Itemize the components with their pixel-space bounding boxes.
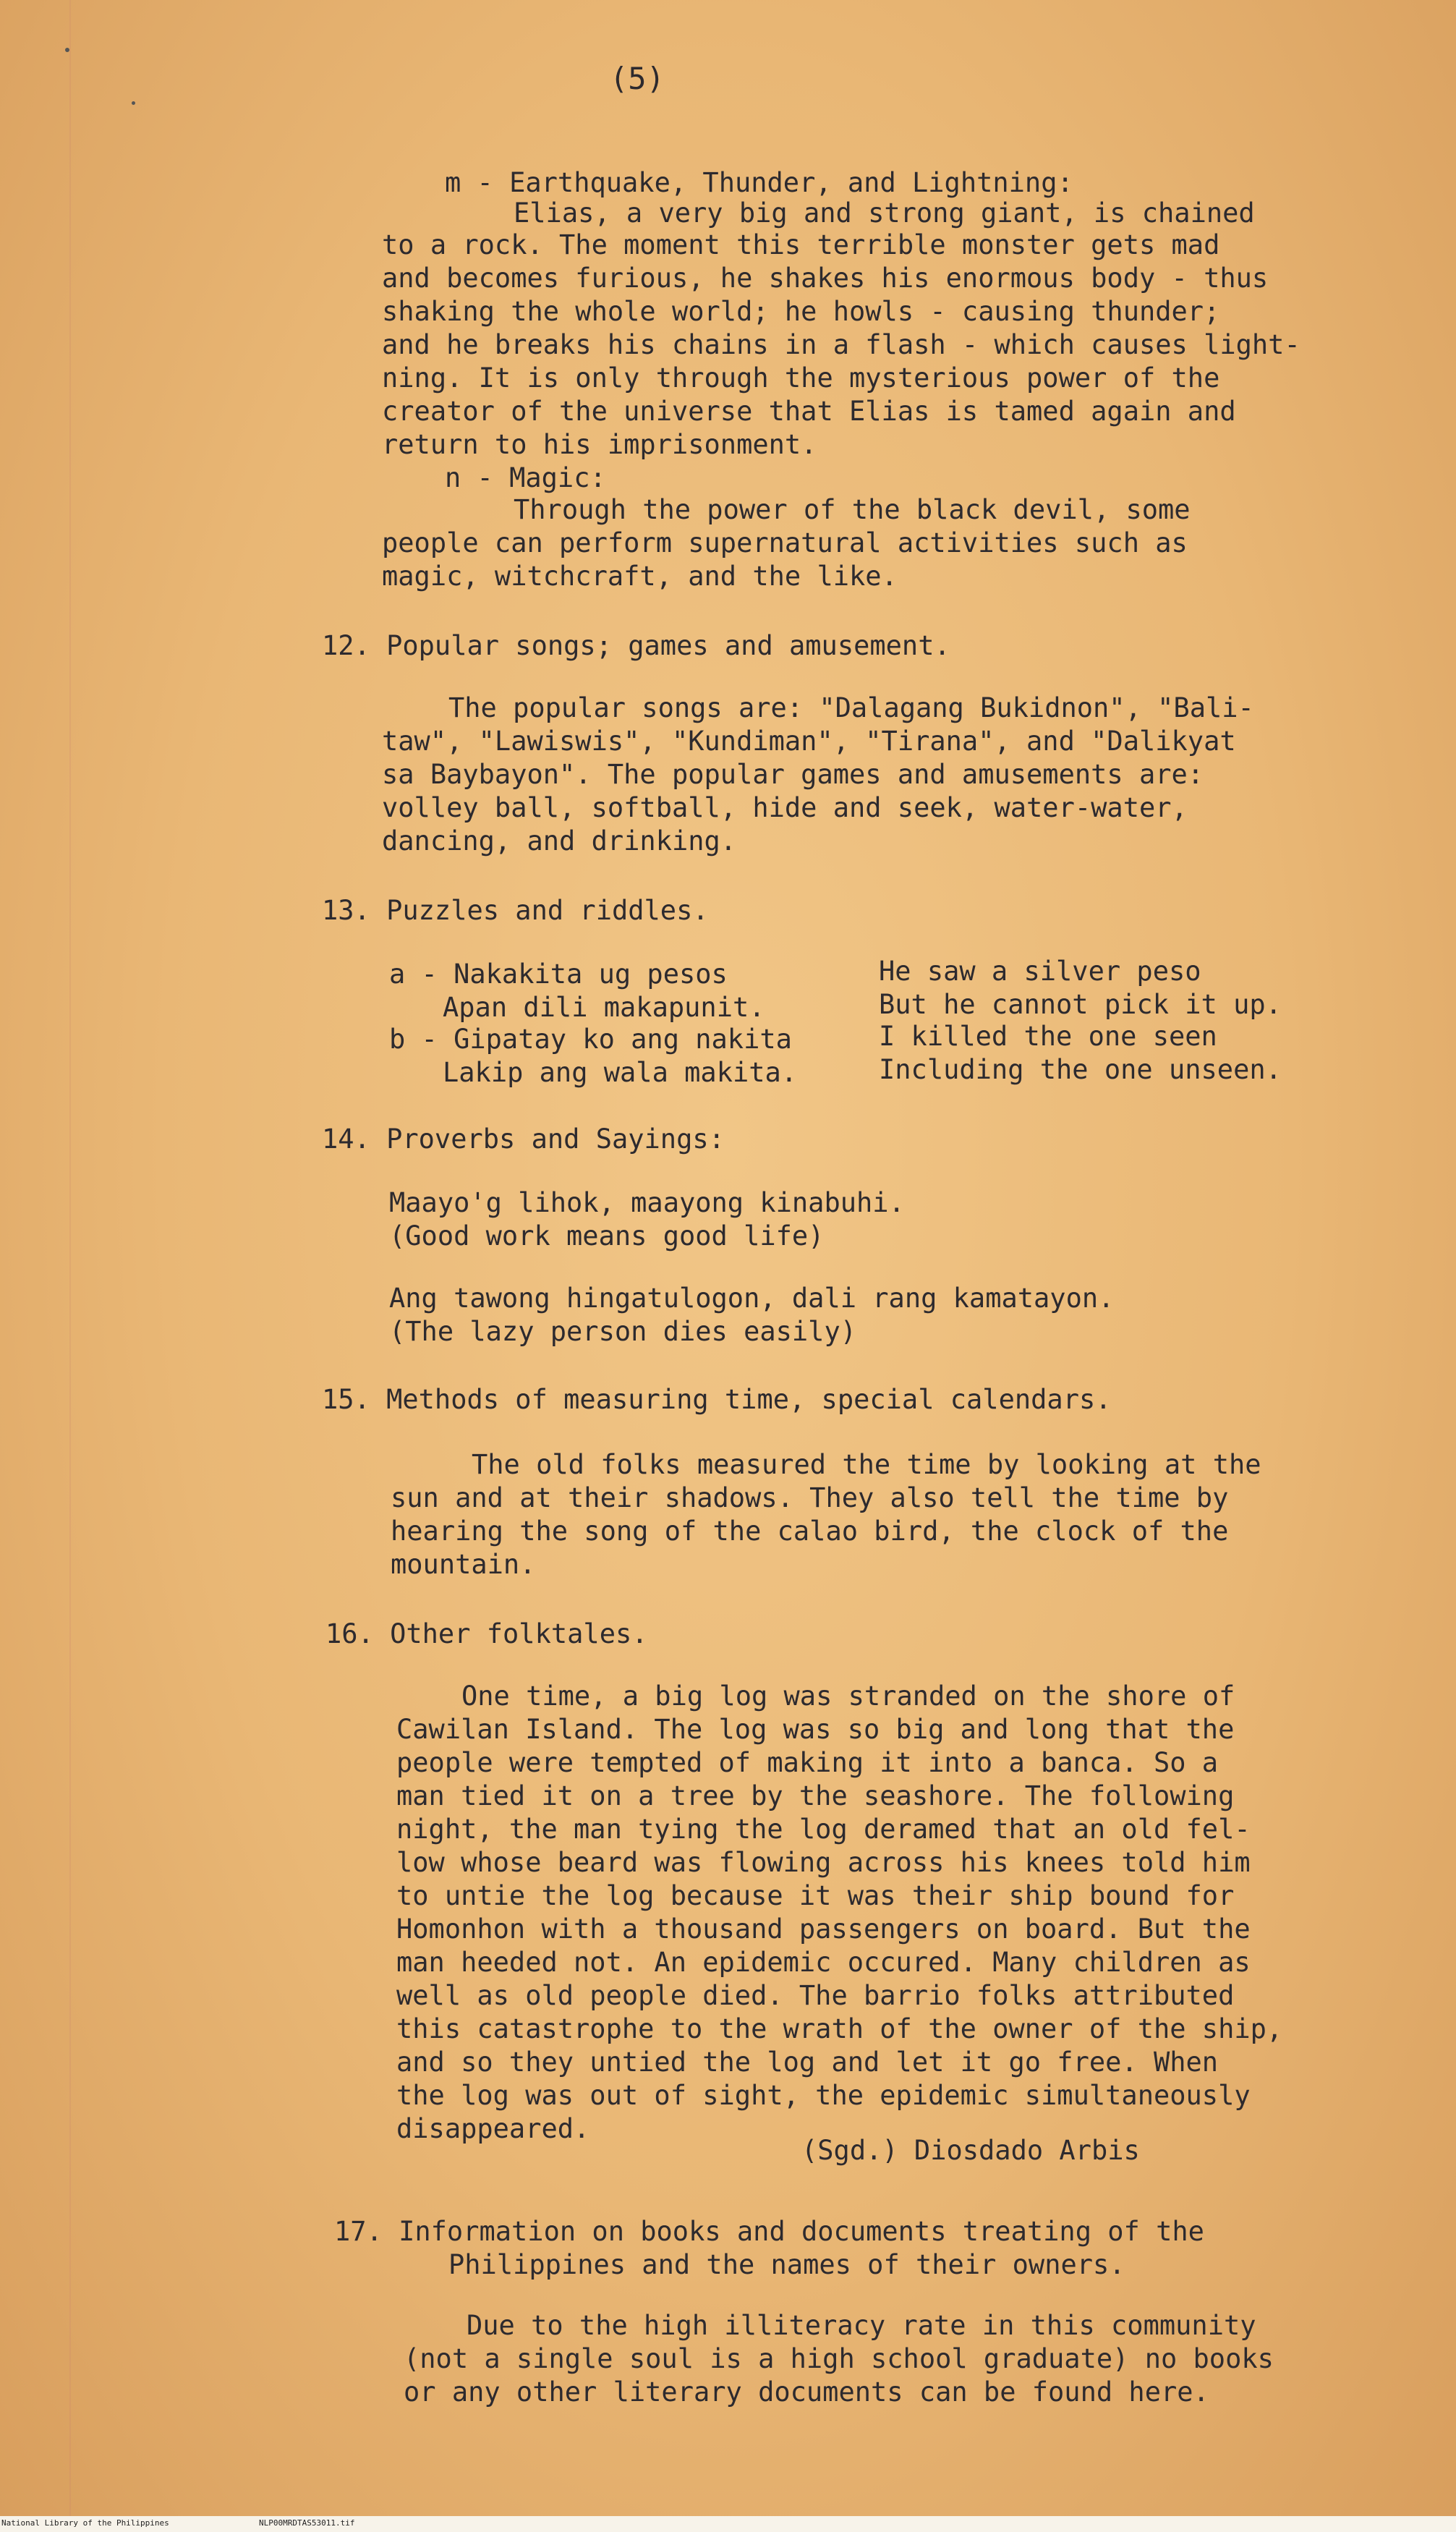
proverb-translation-line: (The lazy person dies easily) xyxy=(389,1316,857,1347)
n-paragraph-line: magic, witchcraft, and the like. xyxy=(382,561,898,592)
section-15-line: mountain. xyxy=(391,1549,536,1580)
riddle-line: b - Gipatay ko ang nakita xyxy=(389,1024,792,1055)
section-12-line: volley ball, softball, hide and seek, water-water, xyxy=(382,792,1188,823)
section-15-line: sun and at their shadows. They also tell the time by xyxy=(391,1482,1229,1513)
section-17-line: Due to the high illiteracy rate in this community xyxy=(467,2310,1256,2341)
riddle-line: Lakip ang wala makita. xyxy=(443,1057,798,1088)
n-paragraph-line: Through the power of the black devil, some xyxy=(514,494,1191,525)
section-16-line: low whose beard was flowing across his knees told him xyxy=(396,1847,1251,1878)
section-16-line: the log was out of sight, the epidemic simultaneously xyxy=(396,2080,1251,2111)
scan-footer xyxy=(0,2516,1456,2532)
m-heading: m - Earthquake, Thunder, and Lightning: xyxy=(445,167,1073,198)
signature: (Sgd.) Diosdado Arbis xyxy=(801,2135,1140,2166)
section-17-line: or any other literary documents can be found here. xyxy=(404,2376,1209,2408)
section-16-line: night, the man tying the log deramed that an old fel- xyxy=(396,1814,1251,1845)
footer-source-label: National Library of the Philippines xyxy=(1,2518,169,2528)
section-17-line: (not a single soul is a high school graduate) no books xyxy=(404,2343,1274,2374)
m-paragraph-line: creator of the universe that Elias is tamed again and xyxy=(382,396,1236,427)
paper-mark xyxy=(132,101,135,105)
section-12-line: taw", "Lawiswis", "Kundiman", "Tirana", and "Dalikyat xyxy=(382,726,1236,757)
section-16-line: and so they untied the log and let it go free. When xyxy=(396,2047,1219,2078)
m-paragraph-line: and becomes furious, he shakes his enormous body - thus xyxy=(382,263,1269,294)
riddle-translation-line: I killed the one seen xyxy=(879,1021,1217,1052)
section-16-line: man tied it on a tree by the seashore. The following xyxy=(396,1780,1235,1811)
n-heading: n - Magic: xyxy=(445,462,606,493)
section-16-line: One time, a big log was stranded on the shore of xyxy=(461,1681,1235,1712)
section-12-line: The popular songs are: "Dalagang Bukidnon", "Bali- xyxy=(448,692,1254,723)
m-paragraph-line: and he breaks his chains in a flash - which causes light- xyxy=(382,329,1300,360)
page-number: (5) xyxy=(610,61,665,96)
footer-filename: NLP00MRDTAS53011.tif xyxy=(259,2518,355,2528)
section-16-heading: 16. Other folktales. xyxy=(325,1618,648,1649)
proverb-line: Ang tawong hingatulogon, dali rang kamatayon. xyxy=(389,1283,1115,1314)
proverb-line: Maayo'g lihok, maayong kinabuhi. xyxy=(389,1187,905,1218)
section-15-line: hearing the song of the calao bird, the clock of the xyxy=(391,1516,1229,1547)
n-paragraph-line: people can perform supernatural activities such as xyxy=(382,527,1188,558)
margin-rule xyxy=(69,0,71,2532)
section-16-line: Homonhon with a thousand passengers on board. But the xyxy=(396,1913,1251,1945)
riddle-line: Apan dili makapunit. xyxy=(443,992,765,1023)
paper-mark xyxy=(65,48,69,52)
section-16-line: this catastrophe to the wrath of the owner of the ship, xyxy=(396,2013,1283,2044)
riddle-translation-line: He saw a silver peso xyxy=(879,956,1201,987)
m-paragraph-line: shaking the whole world; he howls - causing thunder; xyxy=(382,296,1220,327)
section-15-line: The old folks measured the time by looking at the xyxy=(472,1449,1261,1480)
section-16-line: well as old people died. The barrio folks attributed xyxy=(396,1980,1235,2011)
section-16-line: disappeared. xyxy=(396,2113,590,2144)
section-14-heading: 14. Proverbs and Sayings: xyxy=(322,1123,725,1155)
section-12-line: dancing, and drinking. xyxy=(382,825,737,857)
riddle-line: a - Nakakita ug pesos xyxy=(389,959,728,990)
section-15-heading: 15. Methods of measuring time, special calendars. xyxy=(322,1384,1112,1415)
section-16-line: people were tempted of making it into a banca. So a xyxy=(396,1747,1219,1778)
m-paragraph-line: Elias, a very big and strong giant, is chained xyxy=(514,197,1255,229)
section-16-line: to untie the log because it was their ship bound for xyxy=(396,1880,1235,1911)
section-12-line: sa Baybayon". The popular games and amusements are: xyxy=(382,759,1204,790)
m-paragraph-line: ning. It is only through the mysterious power of the xyxy=(382,362,1220,394)
section-13-heading: 13. Puzzles and riddles. xyxy=(322,895,709,926)
riddle-translation-line: Including the one unseen. xyxy=(879,1054,1282,1085)
m-paragraph-line: return to his imprisonment. xyxy=(382,429,817,460)
section-17-heading: Philippines and the names of their owners. xyxy=(448,2249,1125,2280)
m-paragraph-line: to a rock. The moment this terrible monster gets mad xyxy=(382,229,1220,260)
section-17-heading: 17. Information on books and documents treating of the xyxy=(334,2216,1204,2247)
section-12-heading: 12. Popular songs; games and amusement. xyxy=(322,630,950,661)
section-16-line: Cawilan Island. The log was so big and long that the xyxy=(396,1714,1235,1745)
riddle-translation-line: But he cannot pick it up. xyxy=(879,989,1282,1020)
proverb-translation-line: (Good work means good life) xyxy=(389,1220,825,1252)
section-16-line: man heeded not. An epidemic occured. Many children as xyxy=(396,1947,1251,1978)
